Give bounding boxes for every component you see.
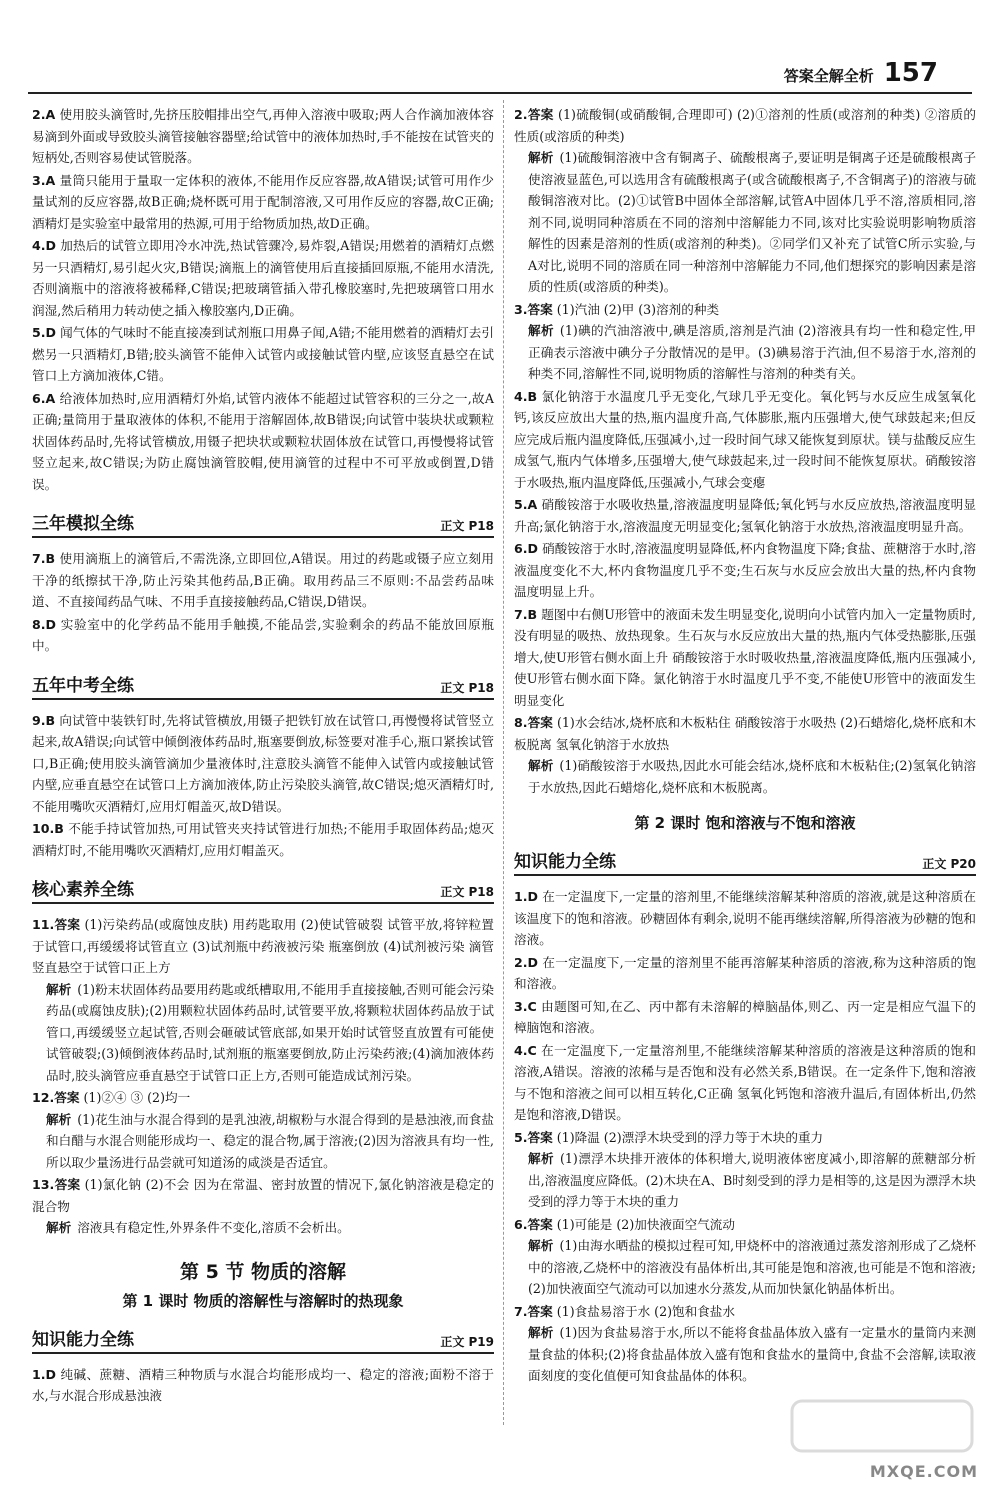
- answer-list-wnzk: [32, 710, 494, 862]
- answer-text: 给液体加热时,应用酒精灯外焰,试管内液体不能超过试管容积的三分之一,故A正确;量筒用于量取液体的体积,不能用于溶解固体,故B错误;向试管中装块状或颗粒状固体药品时,先将试管横放,用镊子把块状或颗粒状固体放在试管口,再慢慢将试管竖立起来,故C错误;为防止腐蚀滴管胶帽,使用滴管的过程中不可平放或倒置,D错误。: [32, 390, 494, 492]
- answer-text: 硝酸铵溶于水吸收热量,溶液温度明显降低;氧化钙与水反应放热,溶液温度明显升高;氯化钠溶于水,溶液温度无明显变化;氢氧化钠溶于水放热,溶液温度明显升高。: [514, 497, 976, 534]
- right-column: [514, 104, 976, 1388]
- answer-entry: [32, 614, 494, 657]
- answer-number: 6.答案: [514, 1216, 553, 1232]
- answer-line: [32, 104, 494, 169]
- answer-text: 题图中右侧U形管中的液面未发生明显变化,说明向小试管内加入一定量物质时,没有明显的吸热、放热现象。生石灰与水反应放出大量的热,瓶内气体受热膨胀,压强增大,使U形管右侧水面上升 硝酸铵溶于水时吸收热量,溶液温度降低,瓶内压强减小,使U形管右侧水面下降。氯化钠溶于水时温度几乎不变,不能使U形管中的液面发生明显变化: [514, 606, 976, 708]
- answer-text: 向试管中装铁钉时,先将试管横放,用镊子把铁钉放在试管口,再慢慢将试管竖立起来,故A错误;向试管中倾倒液体药品时,瓶塞要倒放,标签要对准手心,瓶口紧挨试管口,B正确;使用胶头滴管滴加少量液体时,注意胶头滴管不能伸入试管内或接触试管内壁,应垂直悬空在试管口上方滴加液体,防止污染胶头滴管,故C错误;熄灭酒精灯时,不能用嘴吹灭酒精灯,应用灯帽盖灭,故D错误。: [32, 712, 494, 814]
- answer-entry: [32, 170, 494, 235]
- column-divider: [503, 100, 504, 1425]
- analysis-text: (1)由海水晒盐的模拟过程可知,甲烧杯中的溶液通过蒸发溶剂形成了乙烧杯中的溶液,乙烧杯中的溶液没有晶体析出,其可能是饱和溶液,也可能是不饱和溶液;(2)加快液面空气流动可以加速水分蒸发,从而加快氯化钠晶体析出。: [528, 1238, 977, 1296]
- analysis-tag: 解析: [46, 1111, 72, 1127]
- answer-list-snmn: [32, 548, 494, 657]
- answer-entry: [514, 1301, 976, 1387]
- answer-list-right-top: [514, 104, 976, 798]
- answer-line: [32, 1087, 494, 1109]
- header-rule: [28, 92, 972, 94]
- answer-list-hxsy: [32, 914, 494, 1239]
- answer-line: [514, 712, 976, 755]
- answer-number: 6.A: [32, 390, 56, 406]
- analysis-tag: 解析: [528, 323, 554, 338]
- answer-entry: [514, 1127, 976, 1213]
- answer-line: [514, 104, 976, 147]
- answer-text: 由题图可知,在乙、丙中都有未溶解的樟脑晶体,则乙、丙一定是相应气温下的樟脑饱和溶液。: [514, 998, 976, 1035]
- section-title: 知识能力全练: [32, 1329, 134, 1350]
- section-page-ref: 正文 P20: [922, 857, 976, 871]
- section-title: 三年模拟全练: [32, 514, 134, 534]
- answer-text: 量筒只能用于量取一定体积的液体,不能用作反应容器,故A错误;试管可用作少量试剂的反应容器,故B正确;烧杯既可用于配制溶液,又可用作反应的容器,故C正确;酒精灯是实验室中最常用的热源,可用于给物质加热,故D正确。: [32, 172, 494, 231]
- answer-text: 在一定温度下,一定量的溶剂里不能再溶解某种溶质的溶液,称为这种溶质的饱和溶液。: [514, 954, 976, 991]
- answer-number: 9.B: [32, 712, 56, 728]
- analysis-line: [514, 1235, 976, 1300]
- answer-text: (1)可能是 (2)加快液面空气流动: [556, 1216, 735, 1232]
- answer-number: 3.A: [32, 172, 56, 188]
- answer-entry: [32, 818, 494, 861]
- answer-entry: [514, 1040, 976, 1126]
- answer-entry: [514, 386, 976, 494]
- answer-number: 13.答案: [32, 1177, 81, 1192]
- answer-line: [514, 538, 976, 603]
- answer-number: 7.B: [514, 606, 538, 622]
- analysis-line: [514, 147, 976, 298]
- analysis-text: (1)粉末状固体药品要用药匙或纸槽取用,不能用手直接接触,否则可能会污染药品(或腐蚀皮肤);(2)用颗粒状固体药品时,试管要平放,将颗粒状固体药品放于试管口,再缓缓竖立起试管,否则会砸破试管底部,如果开始时试管竖直放置有可能使试管破裂;(3)倾倒液体药品时,试剂瓶的瓶塞要倒放,防止污染药液;(4)滴加液体药品时,胶头滴管应垂直悬空于试管口正上方,否则可能造成试剂污染。: [46, 981, 494, 1083]
- page-number: 157: [883, 58, 938, 88]
- answer-entry: [32, 710, 494, 818]
- answer-entry: [32, 322, 494, 387]
- answer-entry: [514, 1214, 976, 1300]
- section-header-hxsy: [32, 875, 494, 904]
- answer-entry: [514, 712, 976, 798]
- answer-text: 氯化钠溶于水温度几乎无变化,气球几乎无变化。氧化钙与水反应生成氢氧化钙,该反应放出大量的热,瓶内温度升高,气体膨胀,瓶内压强增大,使气球鼓起来;但反应完成后瓶内温度降低,压强减小,过一段时间气球又能恢复到原状。镁与盐酸反应生成氢气,瓶内气体增多,压强增大,使气球鼓起来,过一段时间不能恢复原状。硝酸铵溶于水吸热,瓶内温度降低,压强减小,气球会变瘪: [514, 388, 976, 490]
- analysis-line: [514, 755, 976, 798]
- answer-entry: [514, 952, 976, 995]
- analysis-line: [514, 1148, 976, 1213]
- answer-entry: [514, 299, 976, 385]
- analysis-text: (1)碘的汽油溶液中,碘是溶质,溶剂是汽油 (2)溶液具有均一性和稳定性,甲正确表示溶液中碘分子分散情况的是甲。(3)碘易溶于汽油,但不易溶于水,溶剂的种类不同,溶解性不同,说明物质的溶解性与溶剂的种类有关。: [528, 323, 976, 381]
- section-header-snmn: [32, 509, 494, 538]
- answer-number: 1.D: [514, 889, 539, 904]
- left-column: [32, 104, 494, 1408]
- page-header: [784, 58, 938, 88]
- answer-number: 5.D: [32, 325, 57, 340]
- answer-number: 4.B: [514, 388, 538, 404]
- answer-entry: [32, 1364, 494, 1407]
- section-title: 五年中考全练: [32, 675, 134, 696]
- analysis-tag: 解析: [528, 1151, 554, 1166]
- answer-line: [514, 1127, 976, 1149]
- answer-text: 实验室中的化学药品不能用手触摸,不能品尝,实验剩余的药品不能放回原瓶中。: [32, 616, 494, 653]
- answer-entry: [32, 914, 494, 1086]
- section-header-zsnl2: [514, 847, 976, 876]
- analysis-tag: 解析: [528, 1238, 554, 1253]
- answer-entry: [514, 996, 976, 1039]
- answer-text: (1)硫酸铜(或硝酸铜,合理即可) (2)①溶剂的性质(或溶剂的种类) ②溶质的性质(或溶质的种类): [514, 107, 976, 144]
- section-header-wnzk: [32, 671, 494, 700]
- answer-text: 加热后的试管立即用冷水冲洗,热试管骤冷,易炸裂,A错误;用燃着的酒精灯点燃另一只酒精灯,易引起火灾,B错误;滴瓶上的滴管使用后直接插回原瓶,不能用水清洗,否则滴瓶中的溶液将被稀释,C错误;把玻璃管插入带孔橡胶塞时,先把玻璃管口用水润湿,然后稍用力转动使之插入橡胶塞内,D正确。: [32, 238, 494, 318]
- answer-entry: [32, 104, 494, 169]
- answer-entry: [514, 494, 976, 537]
- analysis-tag: 解析: [528, 150, 554, 165]
- analysis-tag: 解析: [46, 1220, 72, 1235]
- answer-number: 2.答案: [514, 107, 554, 122]
- answer-text: 使用胶头滴管时,先挤压胶帽排出空气,再伸入溶液中吸取;两人合作滴加液体容易滴到外面或导致胶头滴管接触容器壁;给试管中的液体加热时,手不能按在试管夹的短柄处,否则容易使试管脱落。: [32, 107, 494, 165]
- answer-entry: [514, 886, 976, 951]
- answer-number: 3.答案: [514, 301, 553, 317]
- answer-number: 10.B: [32, 821, 64, 836]
- answer-line: [32, 322, 494, 387]
- chapter-title: 第 5 节 物质的溶解: [179, 1260, 347, 1283]
- answer-number: 5.A: [514, 497, 538, 512]
- answer-text: (1)污染药品(或腐蚀皮肤) 用药匙取用 (2)使试管破裂 试管平放,将锌粒置于试管口,再缓缓将试管直立 (3)试剂瓶中药液被污染 瓶塞倒放 (4)试剂被污染 滴管竖直悬空于试管口正上方: [32, 917, 494, 975]
- answer-list-zsnl2: [514, 886, 976, 1387]
- lesson-title: 第 2 课时 饱和溶液与不饱和溶液: [634, 814, 856, 832]
- answer-text: (1)水会结冰,烧杯底和木板粘住 硝酸铵溶于水吸热 (2)石蜡熔化,烧杯底和木板脱离 氢氧化钠溶于水放热: [514, 715, 976, 752]
- analysis-line: [32, 1109, 494, 1174]
- section-header-zsnl1: [32, 1325, 494, 1354]
- answer-entry: [32, 548, 494, 613]
- answer-line: [514, 952, 976, 995]
- answer-text: (1)食盐易溶于水 (2)饱和食盐水: [556, 1303, 735, 1319]
- answer-line: [514, 886, 976, 951]
- analysis-tag: 解析: [528, 758, 554, 773]
- analysis-text: 溶液具有稳定性,外界条件不变化,溶质不会析出。: [77, 1220, 350, 1235]
- answer-number: 2.A: [32, 107, 56, 122]
- analysis-line: [514, 320, 976, 385]
- section-title: 知识能力全练: [514, 852, 616, 872]
- answer-text: 不能手持试管加热,可用试管夹夹持试管进行加热;不能用手取固体药品;熄灭酒精灯时,不能用嘴吹灭酒精灯,应用灯帽盖灭。: [32, 821, 494, 858]
- answer-number: 12.答案: [32, 1090, 80, 1105]
- answer-line: [32, 548, 494, 613]
- answer-text: 在一定温度下,一定量的溶剂里,不能继续溶解某种溶质的溶液,就是这种溶质在该温度下的饱和溶液。砂糖固体有剩余,说明不能再继续溶解,所得溶液为砂糖的饱和溶液。: [514, 889, 976, 947]
- analysis-tag: 解析: [46, 981, 72, 997]
- answer-line: [514, 1301, 976, 1323]
- answer-text: 在一定温度下,一定量溶剂里,不能继续溶解某种溶质的溶液是这种溶质的饱和溶液,A错误。溶液的浓稀与是否饱和没有必然关系,B错误。在一定条件下,饱和溶液与不饱和溶液之间可以相互转化,C正确 氢氧化钙饱和溶液升温后,有固体析出,仍然是饱和溶液,D错误。: [514, 1042, 976, 1122]
- answer-number: 11.答案: [32, 917, 81, 932]
- answer-number: 7.答案: [514, 1303, 553, 1319]
- section-page-ref: 正文 P18: [440, 680, 494, 695]
- answer-line: [32, 914, 494, 979]
- answer-number: 6.D: [514, 541, 539, 556]
- answer-number: 5.答案: [514, 1129, 553, 1145]
- answer-entry: [32, 235, 494, 321]
- answer-line: [514, 494, 976, 537]
- analysis-tag: 解析: [528, 1325, 554, 1340]
- answer-line: [32, 170, 494, 235]
- answer-number: 8.答案: [514, 715, 553, 730]
- analysis-text: (1)硝酸铵溶于水吸热,因此水可能会结冰,烧杯底和木板粘住;(2)氢氧化钠溶于水放热,因此石蜡熔化,烧杯底和木板脱离。: [528, 758, 976, 795]
- answer-line: [32, 818, 494, 861]
- answer-entry: [514, 604, 976, 712]
- answer-line: [514, 386, 976, 494]
- answer-text: 闻气体的气味时不能直接凑到试剂瓶口用鼻子闻,A错;不能用燃着的酒精灯去引燃另一只酒精灯,B错;胶头滴管不能伸入试管内或接触试管内壁,应该竖直悬空在试管口上方滴加液体,C错。: [32, 325, 494, 383]
- answer-line: [514, 996, 976, 1039]
- answer-line: [32, 1364, 494, 1407]
- answer-text: (1)汽油 (2)甲 (3)溶剂的种类: [556, 301, 720, 317]
- answer-list-zsnl1: [32, 1364, 494, 1407]
- answer-number: 2.D: [514, 954, 539, 970]
- answer-text: 纯碱、蔗糖、酒精三种物质与水混合均能形成均一、稳定的溶液;面粉不溶于水,与水混合形成悬浊液: [32, 1366, 494, 1403]
- analysis-text: (1)硫酸铜溶液中含有铜离子、硫酸根离子,要证明是铜离子还是硫酸根离子使溶液显蓝色,可以选用含有硫酸根离子(或含硫酸根离子,不含铜离子)的溶液与硫酸铜溶液对比。(2)①试管B中固体全部溶解,试管A中固体几乎不溶,溶质相同,溶剂不同,说明同种溶质在不同的溶剂中溶解能力不同,该对比实验说明影响物质溶解性的因素是溶剂的性质(或溶剂的种类)。②同学们又补充了试管C所示实验,与A对比,说明不同的溶质在同一种溶剂中溶解能力不同,他们想探究的影响因素是溶质的性质(或溶质的种类)。: [528, 150, 977, 294]
- answer-text: (1)降温 (2)漂浮木块受到的浮力等于木块的重力: [556, 1129, 824, 1145]
- answer-entry: [514, 104, 976, 298]
- watermark-text: MXQE.COM: [869, 1462, 978, 1481]
- section-page-ref: 正文 P19: [440, 1334, 494, 1349]
- answer-text: (1)氯化钠 (2)不会 因为在常温、密封放置的情况下,氯化钠溶液是稳定的混合物: [32, 1177, 494, 1214]
- answer-entry: [32, 1087, 494, 1173]
- answer-number: 4.C: [514, 1042, 537, 1058]
- answer-line: [514, 1040, 976, 1126]
- analysis-line: [514, 1322, 976, 1387]
- analysis-line: [32, 1217, 494, 1239]
- lesson-title: 第 1 课时 物质的溶解性与溶解时的热现象: [122, 1291, 404, 1310]
- answer-line: [32, 710, 494, 818]
- answer-line: [32, 1174, 494, 1217]
- answer-text: (1)②④ ③ (2)均一: [83, 1090, 191, 1105]
- analysis-text: (1)漂浮木块排开液体的体积增大,说明液体密度减小,即溶解的蔗糖部分析出,溶液温度应降低。(2)木块在A、B时刻受到的浮力是相等的,这是因为漂浮木块受到的浮力等于木块的重力: [528, 1151, 976, 1209]
- answer-list-top: [32, 104, 494, 495]
- answer-text: 使用滴瓶上的滴管后,不需洗涤,立即回位,A错误。用过的药匙或镊子应立刻用干净的纸擦拭干净,防止污染其他药品,B正确。取用药品三不原则:不品尝药品味道、不直接闻药品气味、不用手直接接触药品,C错误,D错误。: [32, 551, 494, 609]
- answer-line: [32, 235, 494, 321]
- answer-entry: [514, 538, 976, 603]
- header-title: 答案全解全析: [783, 67, 874, 85]
- section-page-ref: 正文 P18: [440, 885, 494, 899]
- answer-number: 1.D: [32, 1366, 57, 1382]
- answer-number: 3.C: [514, 998, 537, 1014]
- answer-entry: [32, 388, 494, 496]
- answer-line: [32, 388, 494, 496]
- answer-line: [32, 614, 494, 657]
- answer-number: 4.D: [32, 238, 57, 253]
- answer-number: 7.B: [32, 551, 56, 566]
- answer-line: [514, 1214, 976, 1236]
- answer-line: [514, 604, 976, 712]
- section-page-ref: 正文 P18: [440, 519, 494, 533]
- analysis-text: (1)花生油与水混合得到的是乳浊液,胡椒粉与水混合得到的是悬浊液,而食盐和白醋与水混合则能形成均一、稳定的混合物,属于溶液;(2)因为溶液具有均一性,所以取少量汤进行品尝就可知道汤的咸淡是否适宜。: [46, 1111, 494, 1170]
- analysis-text: (1)因为食盐易溶于水,所以不能将食盐晶体放入盛有一定量水的量筒内来测量食盐的体积;(2)将食盐晶体放入盛有饱和食盐水的量筒中,食盐不会溶解,读取液面刻度的变化值便可知食盐晶体的体积。: [528, 1325, 977, 1383]
- answer-text: 硝酸铵溶于水时,溶液温度明显降低,杯内食物温度下降;食盐、蔗糖溶于水时,溶液温度变化不大,杯内食物温度几乎不变;生石灰与水反应会放出大量的热,杯内食物温度明显上升。: [514, 541, 976, 599]
- answer-entry: [32, 1174, 494, 1239]
- analysis-line: [32, 979, 494, 1087]
- answer-number: 8.D: [32, 616, 57, 632]
- answer-line: [514, 299, 976, 321]
- section-title: 核心素养全练: [32, 880, 134, 900]
